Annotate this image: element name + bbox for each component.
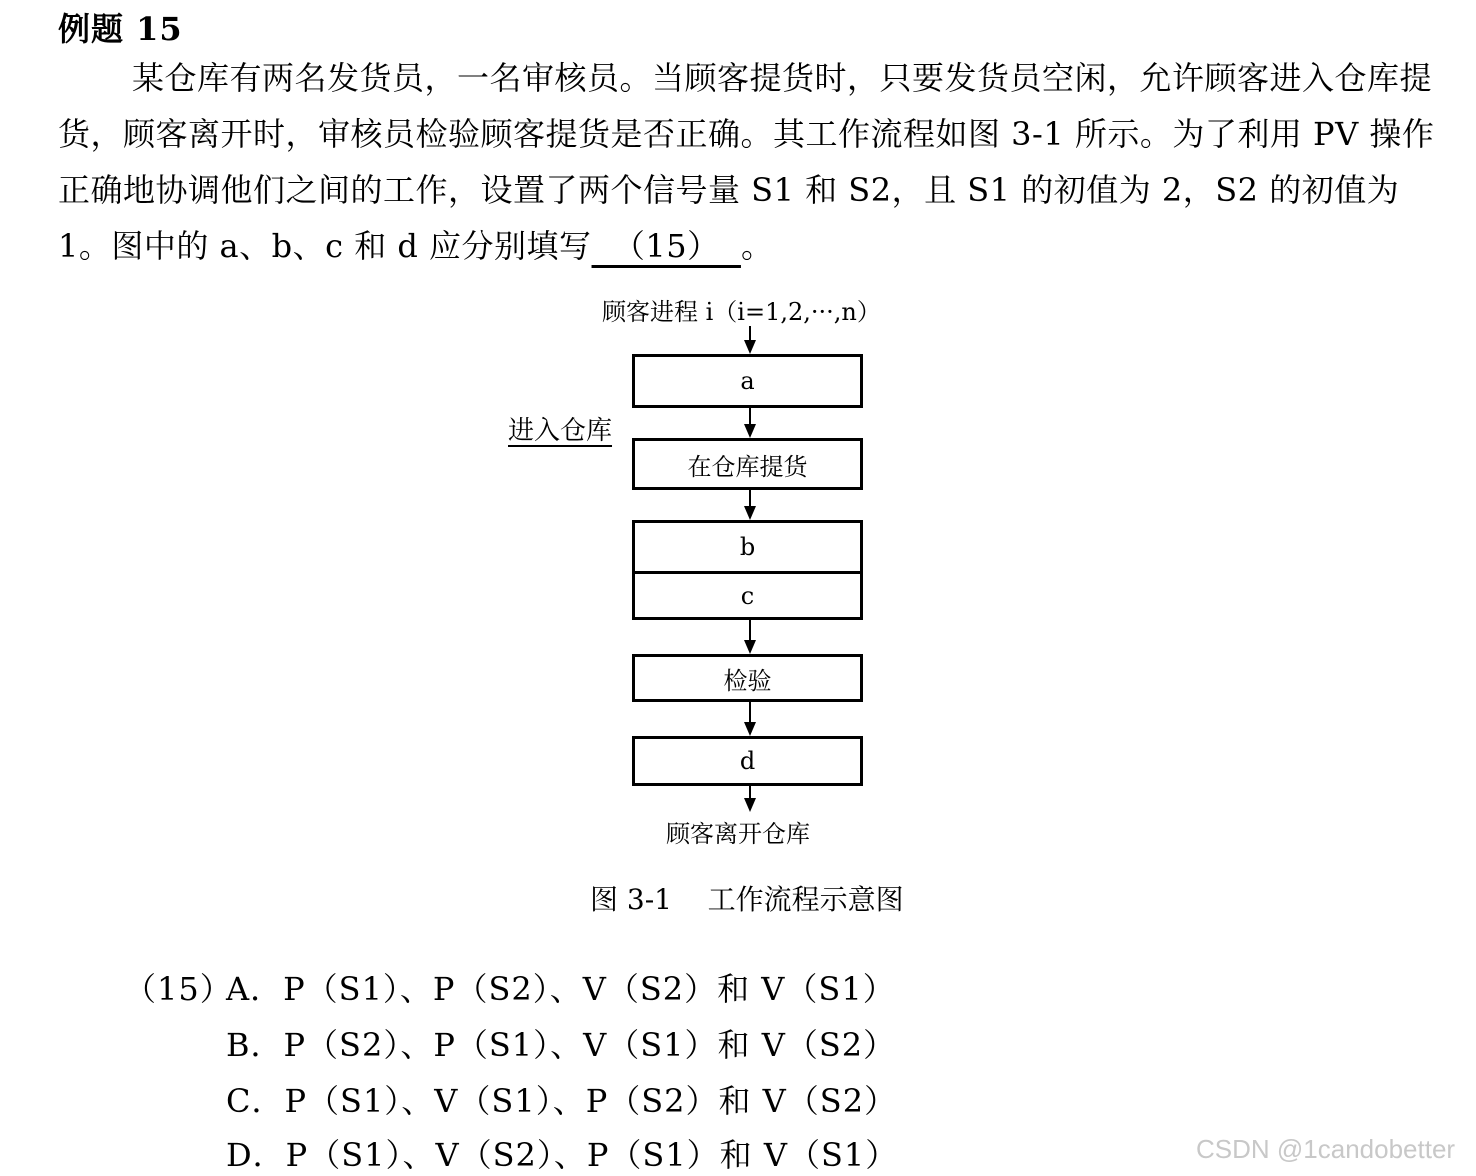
paragraph-end: 。 [740,227,774,265]
flow-box-a: a [632,354,863,408]
option-a: A．P（S1）、P（S2）、V（S2）和 V（S1） [226,970,896,1008]
figure-caption: 图 3-1 工作流程示意图 [590,883,904,916]
flow-end-label: 顾客离开仓库 [666,820,810,848]
arrow-head-icon [744,640,756,654]
options-prefix: （15） [124,970,233,1008]
arrow-connector [749,620,751,642]
watermark: CSDN @1candobetter [1196,1134,1456,1164]
option-b: B．P（S2）、P（S1）、V（S1）和 V（S2） [226,1026,897,1064]
paragraph-text: 某仓库有两名发货员，一名审核员。当顾客提货时，只要发货员空闲，允许顾客进入仓库提货，顾客离开时，审核员检验顾客提货是否正确。其工作流程如图 3-1 所示。为了利用 PV 操作正确地协调他们之间的工作，设置了两个信号量 S1 和 S2，且 S1 的初值为 2，S2 的初值为 1。图中的 a、b、c 和 d 应分别填写 [58,59,1435,265]
flow-start-label: 顾客进程 i（i=1,2,···,n） [602,298,881,326]
question-paragraph [58,50,1458,274]
enter-warehouse-label: 进入仓库 [508,416,613,446]
arrow-head-icon [744,340,756,354]
flow-box-c: c [632,572,863,620]
option-d: D．P（S1）、V（S2）、P（S1）和 V（S1） [226,1136,899,1174]
arrow-head-icon [744,722,756,736]
option-c: C．P（S1）、V（S1）、P（S2）和 V（S2） [226,1082,898,1120]
flow-box-b: b [632,520,863,574]
arrow-head-icon [744,506,756,520]
flow-box-d: d [632,736,863,786]
arrow-connector [749,702,751,724]
arrow-head-icon [744,798,756,812]
flow-box-inspect: 检验 [632,654,863,702]
answer-blank: （15） [591,227,741,265]
arrow-head-icon [744,424,756,438]
flow-box-pickup: 在仓库提货 [632,438,863,490]
example-title: 例题 15 [58,10,183,48]
